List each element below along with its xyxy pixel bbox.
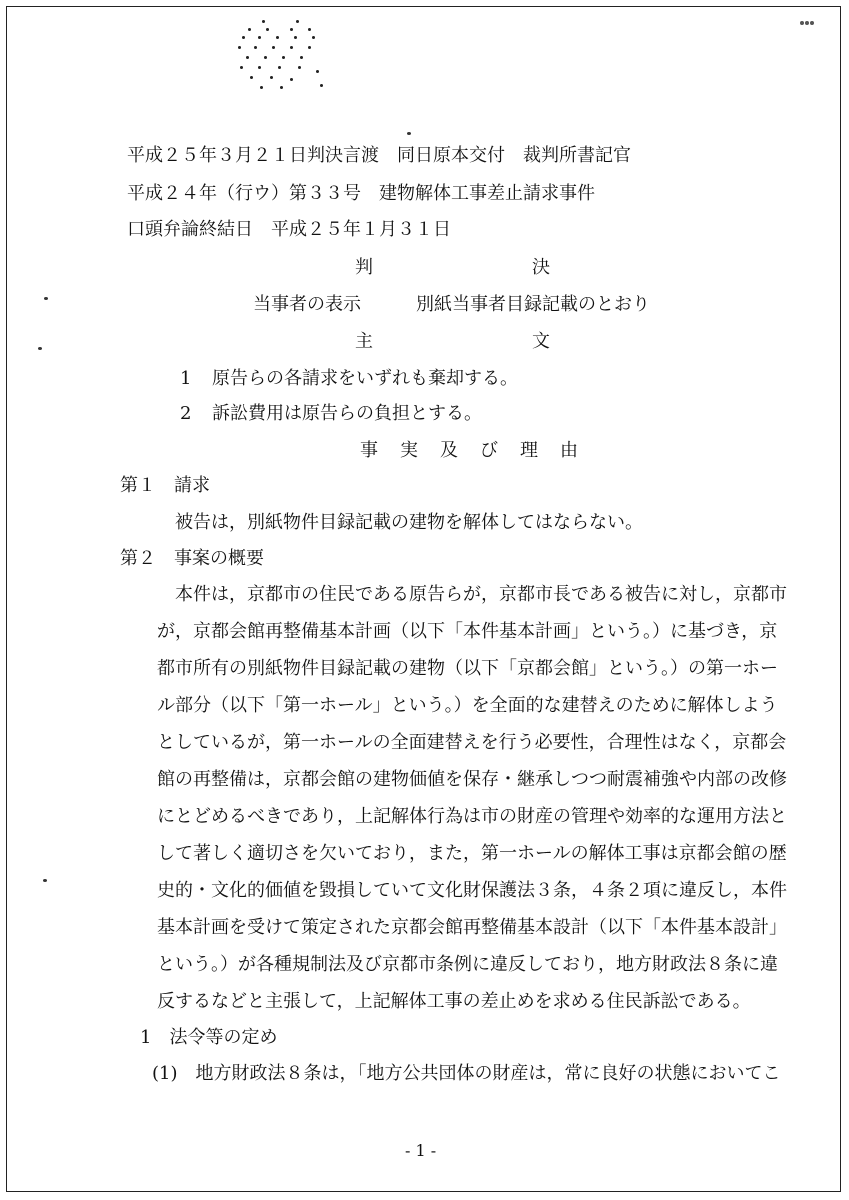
section-2-line: 都市所有の別紙物件目録記載の建物（以下「京都会館」という。）の第一ホー: [157, 658, 778, 679]
header-line-2: 平成２４年（行ウ）第３３号 建物解体工事差止請求事件: [127, 183, 595, 204]
subsection-1-title: 1 法令等の定め: [140, 1027, 278, 1048]
margin-speck: [407, 132, 411, 135]
main-item-2-text: 訴訟費用は原告らの負担とする。: [212, 403, 482, 424]
section-2-line: 反するなどと主張して，上記解体工事の差止めを求める住民訴訟である。: [157, 991, 751, 1012]
main-item-1-number: 1: [180, 368, 192, 389]
section-2-line: して著しく適切さを欠いており，また，第一ホールの解体工事は京都会館の歴: [157, 843, 787, 864]
main-item-2-number: 2: [180, 403, 192, 424]
corner-mark: [800, 10, 818, 16]
judgment-title-right: 決: [532, 257, 550, 278]
perforation-stamp: [228, 14, 328, 94]
header-line-3: 口頭弁論終結日 平成２５年１月３１日: [127, 219, 451, 240]
main-item-1-text: 原告らの各請求をいずれも棄却する。: [212, 368, 518, 389]
section-2-line: にとどめるべきであり，上記解体行為は市の財産の管理や効率的な運用方法と: [157, 806, 787, 827]
section-2-title: 第２ 事案の概要: [120, 548, 264, 569]
margin-speck: [38, 347, 42, 350]
judgment-title-left: 判: [355, 257, 373, 278]
section-2-line: が，京都会館再整備基本計画（以下「本件基本計画」という。）に基づき，京: [157, 621, 778, 642]
section-1-body: 被告は，別紙物件目録記載の建物を解体してはならない。: [175, 512, 643, 533]
section-2-line: ル部分（以下「第一ホール」という。）を全面的な建替えのために解体しよう: [157, 695, 778, 716]
section-2-line: 基本計画を受けて策定された京都会館再整備基本設計（以下「本件基本設計」: [157, 917, 787, 938]
facts-title: 事実及び理由: [360, 440, 600, 461]
section-2-line: 本件は，京都市の住民である原告らが，京都市長である被告に対し，京都市: [175, 584, 787, 605]
section-2-line: という。）が各種規制法及び京都市条例に違反しており，地方財政法８条に違: [157, 954, 778, 975]
section-2-line: 史的・文化的価値を毀損していて文化財保護法３条，４条２項に違反し，本件: [157, 880, 787, 901]
main-text-title-left: 主: [355, 331, 373, 352]
parties-value: 別紙当事者目録記載のとおり: [416, 294, 650, 315]
page-number: - 1 -: [405, 1141, 437, 1160]
section-2-line: としているが，第一ホールの全面建替えを行う必要性，合理性はなく，京都会: [157, 732, 787, 753]
header-line-1: 平成２５年３月２１日判決言渡 同日原本交付 裁判所書記官: [127, 145, 631, 166]
margin-speck: [44, 297, 48, 300]
margin-speck: [43, 879, 47, 882]
parties-label: 当事者の表示: [253, 294, 361, 315]
subsection-1-item-1: (1) 地方財政法８条は，「地方公共団体の財産は，常に良好の状態においてこ: [152, 1063, 781, 1084]
main-text-title-right: 文: [532, 331, 550, 352]
section-1-title: 第１ 請求: [120, 475, 210, 496]
section-2-line: 館の再整備は，京都会館の建物価値を保存・継承しつつ耐震補強や内部の改修: [157, 769, 787, 790]
